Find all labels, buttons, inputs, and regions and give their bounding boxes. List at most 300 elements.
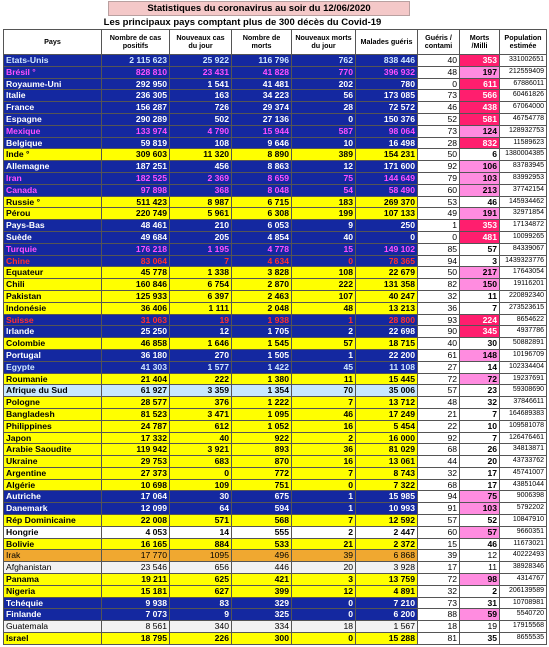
table-row xyxy=(4,385,547,397)
cell-pays: Russie ° xyxy=(4,196,102,208)
table-row xyxy=(4,326,547,338)
cell-gueris: 13 712 xyxy=(356,397,418,409)
cell-cas: 187 251 xyxy=(102,161,170,173)
cell-pct: 68 xyxy=(418,444,460,456)
table-row xyxy=(4,562,547,574)
cell-pop: 109581078 xyxy=(500,420,547,432)
cell-nouv-cas: 226 xyxy=(170,633,232,645)
cell-nouv-morts: 21 xyxy=(292,538,356,550)
table-row xyxy=(4,503,547,515)
cell-nouv-morts: 28 xyxy=(292,102,356,114)
cell-pop: 67064000 xyxy=(500,102,547,114)
cell-pct: 18 xyxy=(418,621,460,633)
cell-pays: Espagne xyxy=(4,113,102,125)
cell-nouv-morts: 57 xyxy=(292,338,356,350)
table-row xyxy=(4,290,547,302)
cell-morts: 3 828 xyxy=(232,267,292,279)
cell-morts: 334 xyxy=(232,621,292,633)
cell-gueris: 6 868 xyxy=(356,550,418,562)
col-header-pop: Population estimée xyxy=(500,30,547,55)
cell-morts: 9 646 xyxy=(232,137,292,149)
cell-morts: 300 xyxy=(232,633,292,645)
cell-pct: 79 xyxy=(418,172,460,184)
cell-mpm: 52 xyxy=(460,515,500,527)
cell-gueris: 2 447 xyxy=(356,526,418,538)
cell-nouv-cas: 11 320 xyxy=(170,149,232,161)
cell-pct: 28 xyxy=(418,137,460,149)
cell-mpm: 213 xyxy=(460,184,500,196)
cell-mpm: 11 xyxy=(460,562,500,574)
cell-gueris: 16 498 xyxy=(356,137,418,149)
cell-nouv-cas: 210 xyxy=(170,220,232,232)
cell-gueris: 149 102 xyxy=(356,243,418,255)
cell-cas: 182 525 xyxy=(102,172,170,184)
cell-nouv-morts: 770 xyxy=(292,66,356,78)
cell-nouv-morts: 45 xyxy=(292,361,356,373)
cell-gueris: 35 006 xyxy=(356,385,418,397)
cell-morts: 421 xyxy=(232,574,292,586)
cell-pop: 83992953 xyxy=(500,172,547,184)
cell-pop: 17643054 xyxy=(500,267,547,279)
cell-pays: Belgique xyxy=(4,137,102,149)
cell-nouv-cas: 8 987 xyxy=(170,196,232,208)
cell-nouv-cas: 571 xyxy=(170,515,232,527)
cell-gueris: 2 372 xyxy=(356,538,418,550)
cell-nouv-morts: 108 xyxy=(292,267,356,279)
cell-nouv-morts: 587 xyxy=(292,125,356,137)
cell-morts: 1 354 xyxy=(232,385,292,397)
cell-cas: 83 064 xyxy=(102,255,170,267)
cell-pct: 92 xyxy=(418,432,460,444)
cell-pays: Pays-Bas xyxy=(4,220,102,232)
cell-nouv-morts: 0 xyxy=(292,255,356,267)
cell-nouv-morts: 48 xyxy=(292,302,356,314)
cell-nouv-morts: 3 xyxy=(292,574,356,586)
cell-pct: 73 xyxy=(418,125,460,137)
cell-pct: 40 xyxy=(418,338,460,350)
cell-pct: 92 xyxy=(418,161,460,173)
cell-cas: 48 461 xyxy=(102,220,170,232)
cell-mpm: 17 xyxy=(460,479,500,491)
cell-gueris: 838 446 xyxy=(356,55,418,67)
cell-nouv-cas: 14 xyxy=(170,526,232,538)
table-header-row xyxy=(4,30,547,55)
cell-pays: Portugal xyxy=(4,349,102,361)
table-row xyxy=(4,102,547,114)
cell-nouv-morts: 56 xyxy=(292,90,356,102)
table-row xyxy=(4,113,547,125)
cell-gueris: 269 370 xyxy=(356,196,418,208)
cell-mpm: 72 xyxy=(460,373,500,385)
cell-nouv-morts: 40 xyxy=(292,231,356,243)
cell-nouv-morts: 202 xyxy=(292,78,356,90)
cell-mpm: 23 xyxy=(460,385,500,397)
table-row xyxy=(4,66,547,78)
cell-morts: 751 xyxy=(232,479,292,491)
cell-cas: 31 063 xyxy=(102,314,170,326)
cell-mpm: 31 xyxy=(460,597,500,609)
cell-nouv-cas: 163 xyxy=(170,90,232,102)
cell-mpm: 46 xyxy=(460,196,500,208)
cell-nouv-morts: 183 xyxy=(292,196,356,208)
cell-pays: Afrique du Sud xyxy=(4,385,102,397)
cell-cas: 7 073 xyxy=(102,609,170,621)
table-row xyxy=(4,55,547,67)
cell-mpm: 103 xyxy=(460,172,500,184)
cell-cas: 27 373 xyxy=(102,467,170,479)
col-header-gueris: Malades guéris xyxy=(356,30,418,55)
cell-pct: 40 xyxy=(418,55,460,67)
cell-nouv-morts: 107 xyxy=(292,290,356,302)
cell-nouv-morts: 1 xyxy=(292,491,356,503)
cell-nouv-cas: 456 xyxy=(170,161,232,173)
cell-nouv-cas: 3 359 xyxy=(170,385,232,397)
cell-pays: Equateur xyxy=(4,267,102,279)
cell-gueris: 173 085 xyxy=(356,90,418,102)
cell-pop: 206139589 xyxy=(500,585,547,597)
cell-cas: 19 211 xyxy=(102,574,170,586)
cell-pct: 15 xyxy=(418,538,460,550)
cell-mpm: 224 xyxy=(460,314,500,326)
cell-morts: 1 938 xyxy=(232,314,292,326)
cell-pop: 5540720 xyxy=(500,609,547,621)
cell-cas: 81 523 xyxy=(102,408,170,420)
cell-pct: 27 xyxy=(418,361,460,373)
cell-cas: 12 099 xyxy=(102,503,170,515)
cell-pays: Turquie xyxy=(4,243,102,255)
cell-cas: 23 546 xyxy=(102,562,170,574)
cell-morts: 27 136 xyxy=(232,113,292,125)
cell-pop: 50882891 xyxy=(500,338,547,350)
cell-nouv-morts: 9 xyxy=(292,220,356,232)
cell-nouv-cas: 1 338 xyxy=(170,267,232,279)
cell-nouv-cas: 376 xyxy=(170,397,232,409)
cell-cas: 21 404 xyxy=(102,373,170,385)
cell-pays: Hongrie xyxy=(4,526,102,538)
cell-pop: 9660351 xyxy=(500,526,547,538)
cell-morts: 8 890 xyxy=(232,149,292,161)
cell-pct: 60 xyxy=(418,184,460,196)
table-row xyxy=(4,444,547,456)
table-row xyxy=(4,220,547,232)
cell-gueris: 396 932 xyxy=(356,66,418,78)
table-row xyxy=(4,90,547,102)
cell-cas: 49 684 xyxy=(102,231,170,243)
cell-pop: 5792202 xyxy=(500,503,547,515)
cell-gueris: 40 247 xyxy=(356,290,418,302)
cell-gueris: 250 xyxy=(356,220,418,232)
cell-nouv-cas: 1 646 xyxy=(170,338,232,350)
cell-pays: Canada xyxy=(4,184,102,196)
cell-morts: 41 481 xyxy=(232,78,292,90)
cell-pop: 37846611 xyxy=(500,397,547,409)
cell-pct: 57 xyxy=(418,515,460,527)
cell-pop: 102334404 xyxy=(500,361,547,373)
cell-cas: 36 180 xyxy=(102,349,170,361)
table-row xyxy=(4,526,547,538)
cell-pop: 83783945 xyxy=(500,161,547,173)
cell-gueris: 4 891 xyxy=(356,585,418,597)
cell-morts: 675 xyxy=(232,491,292,503)
cell-pop: 10196709 xyxy=(500,349,547,361)
cell-pays: Suisse xyxy=(4,314,102,326)
cell-pop: 19237691 xyxy=(500,373,547,385)
cell-nouv-cas: 205 xyxy=(170,231,232,243)
cell-nouv-cas: 340 xyxy=(170,621,232,633)
cell-gueris: 131 358 xyxy=(356,279,418,291)
cell-nouv-morts: 1 xyxy=(292,349,356,361)
table-row xyxy=(4,491,547,503)
cell-nouv-cas: 25 922 xyxy=(170,55,232,67)
cell-pop: 10847910 xyxy=(500,515,547,527)
table-row xyxy=(4,314,547,326)
cell-morts: 870 xyxy=(232,456,292,468)
col-header-mpm: Morts /Milli xyxy=(460,30,500,55)
cell-mpm: 106 xyxy=(460,161,500,173)
cell-nouv-cas: 1095 xyxy=(170,550,232,562)
table-row xyxy=(4,574,547,586)
cell-nouv-cas: 3 921 xyxy=(170,444,232,456)
cell-morts: 34 223 xyxy=(232,90,292,102)
cell-nouv-cas: 9 xyxy=(170,609,232,621)
cell-mpm: 345 xyxy=(460,326,500,338)
cell-nouv-cas: 1 577 xyxy=(170,361,232,373)
cell-gueris: 107 133 xyxy=(356,208,418,220)
cell-nouv-morts: 18 xyxy=(292,621,356,633)
cell-cas: 290 289 xyxy=(102,113,170,125)
cell-mpm: 197 xyxy=(460,66,500,78)
cell-nouv-cas: 64 xyxy=(170,503,232,515)
cell-gueris: 28 800 xyxy=(356,314,418,326)
cell-gueris: 150 376 xyxy=(356,113,418,125)
table-row xyxy=(4,302,547,314)
cell-gueris: 13 061 xyxy=(356,456,418,468)
cell-morts: 1 505 xyxy=(232,349,292,361)
cell-nouv-morts: 0 xyxy=(292,633,356,645)
cell-cas: 22 008 xyxy=(102,515,170,527)
cell-mpm: 481 xyxy=(460,231,500,243)
cell-nouv-morts: 1 xyxy=(292,314,356,326)
cell-pays: Etats-Unis xyxy=(4,55,102,67)
cell-mpm: 191 xyxy=(460,208,500,220)
cell-morts: 329 xyxy=(232,597,292,609)
cell-gueris: 171 600 xyxy=(356,161,418,173)
cell-cas: 2 115 623 xyxy=(102,55,170,67)
cell-cas: 160 846 xyxy=(102,279,170,291)
cell-pop: 37742154 xyxy=(500,184,547,196)
cell-pop: 8655535 xyxy=(500,633,547,645)
cell-cas: 28 577 xyxy=(102,397,170,409)
cell-nouv-morts: 0 xyxy=(292,597,356,609)
cell-mpm: 20 xyxy=(460,456,500,468)
cell-mpm: 103 xyxy=(460,503,500,515)
cell-morts: 325 xyxy=(232,609,292,621)
cell-nouv-morts: 2 xyxy=(292,526,356,538)
cell-pct: 52 xyxy=(418,113,460,125)
cell-morts: 8 048 xyxy=(232,184,292,196)
cell-nouv-cas: 683 xyxy=(170,456,232,468)
cell-nouv-cas: 612 xyxy=(170,420,232,432)
cell-pop: 8654622 xyxy=(500,314,547,326)
cell-pays: Panama xyxy=(4,574,102,586)
cell-nouv-cas: 656 xyxy=(170,562,232,574)
cell-pop: 4937786 xyxy=(500,326,547,338)
cell-morts: 555 xyxy=(232,526,292,538)
cell-morts: 399 xyxy=(232,585,292,597)
cell-gueris: 7 322 xyxy=(356,479,418,491)
cell-morts: 496 xyxy=(232,550,292,562)
cell-nouv-cas: 5 961 xyxy=(170,208,232,220)
cell-pct: 46 xyxy=(418,102,460,114)
cell-pct: 88 xyxy=(418,609,460,621)
cell-nouv-morts: 36 xyxy=(292,444,356,456)
cell-pays: Irak xyxy=(4,550,102,562)
cell-pays: Argentine xyxy=(4,467,102,479)
cell-nouv-cas: 6 397 xyxy=(170,290,232,302)
table-row xyxy=(4,125,547,137)
cell-morts: 2 463 xyxy=(232,290,292,302)
cell-cas: 97 898 xyxy=(102,184,170,196)
cell-cas: 8 561 xyxy=(102,621,170,633)
cell-gueris: 58 490 xyxy=(356,184,418,196)
cell-pays: Irlande xyxy=(4,326,102,338)
cell-cas: 61 927 xyxy=(102,385,170,397)
cell-mpm: 30 xyxy=(460,338,500,350)
cell-nouv-morts: 39 xyxy=(292,550,356,562)
cell-pct: 91 xyxy=(418,503,460,515)
cell-pop: 145934462 xyxy=(500,196,547,208)
cell-pays: Bangladesh xyxy=(4,408,102,420)
cell-nouv-cas: 625 xyxy=(170,574,232,586)
cell-pct: 53 xyxy=(418,196,460,208)
cell-mpm: 150 xyxy=(460,279,500,291)
cell-pays: Bolivie xyxy=(4,538,102,550)
cell-mpm: 57 xyxy=(460,243,500,255)
cell-morts: 1 705 xyxy=(232,326,292,338)
cell-nouv-morts: 46 xyxy=(292,408,356,420)
cell-pct: 85 xyxy=(418,243,460,255)
cell-nouv-cas: 6 754 xyxy=(170,279,232,291)
cell-pop: 1439323776 xyxy=(500,255,547,267)
cell-pays: Chili xyxy=(4,279,102,291)
cell-morts: 1 545 xyxy=(232,338,292,350)
cell-mpm: 832 xyxy=(460,137,500,149)
cell-pays: Israel xyxy=(4,633,102,645)
cell-pays: Suède xyxy=(4,231,102,243)
cell-pop: 84339067 xyxy=(500,243,547,255)
cell-pct: 61 xyxy=(418,349,460,361)
cell-pct: 50 xyxy=(418,149,460,161)
table-row xyxy=(4,149,547,161)
cell-mpm: 353 xyxy=(460,55,500,67)
cell-mpm: 7 xyxy=(460,432,500,444)
cell-morts: 1 222 xyxy=(232,397,292,409)
cell-nouv-cas: 627 xyxy=(170,585,232,597)
cell-nouv-morts: 70 xyxy=(292,385,356,397)
cell-nouv-morts: 11 xyxy=(292,373,356,385)
cell-pop: 60461826 xyxy=(500,90,547,102)
cell-pop: 128932753 xyxy=(500,125,547,137)
cell-gueris: 6 200 xyxy=(356,609,418,621)
cell-nouv-cas: 368 xyxy=(170,184,232,196)
cell-pct: 90 xyxy=(418,326,460,338)
cell-nouv-cas: 1 541 xyxy=(170,78,232,90)
table-row xyxy=(4,456,547,468)
cell-pop: 59308690 xyxy=(500,385,547,397)
cell-gueris: 98 064 xyxy=(356,125,418,137)
cell-morts: 1 380 xyxy=(232,373,292,385)
cell-cas: 10 698 xyxy=(102,479,170,491)
cell-pays: Colombie xyxy=(4,338,102,350)
cell-pop: 10099265 xyxy=(500,231,547,243)
cell-nouv-morts: 10 xyxy=(292,137,356,149)
cell-gueris: 15 445 xyxy=(356,373,418,385)
table-row xyxy=(4,621,547,633)
cell-pays: Chine xyxy=(4,255,102,267)
cell-pays: Nigeria xyxy=(4,585,102,597)
cell-pays: Rép Dominicaine xyxy=(4,515,102,527)
cell-cas: 119 942 xyxy=(102,444,170,456)
cell-gueris: 12 592 xyxy=(356,515,418,527)
cell-pct: 0 xyxy=(418,231,460,243)
cell-pop: 220892340 xyxy=(500,290,547,302)
cell-morts: 41 828 xyxy=(232,66,292,78)
cell-mpm: 3 xyxy=(460,255,500,267)
cell-gueris: 7 210 xyxy=(356,597,418,609)
cell-pop: 17915568 xyxy=(500,621,547,633)
cell-pct: 39 xyxy=(418,550,460,562)
table-row xyxy=(4,172,547,184)
cell-cas: 24 787 xyxy=(102,420,170,432)
cell-pays: Finlande xyxy=(4,609,102,621)
cell-cas: 59 819 xyxy=(102,137,170,149)
cell-mpm: 32 xyxy=(460,397,500,409)
cell-morts: 8 659 xyxy=(232,172,292,184)
col-header-cas: Nombre de cas positifs xyxy=(102,30,170,55)
cell-mpm: 35 xyxy=(460,633,500,645)
cell-nouv-morts: 0 xyxy=(292,479,356,491)
table-row xyxy=(4,196,547,208)
table-row xyxy=(4,515,547,527)
cell-morts: 4 854 xyxy=(232,231,292,243)
cell-pop: 11589623 xyxy=(500,137,547,149)
cell-pays: Arabie Saoudite xyxy=(4,444,102,456)
cell-nouv-morts: 0 xyxy=(292,113,356,125)
cell-pop: 40222493 xyxy=(500,550,547,562)
cell-morts: 6 715 xyxy=(232,196,292,208)
cell-cas: 828 810 xyxy=(102,66,170,78)
cell-pop: 9006398 xyxy=(500,491,547,503)
cell-pays: Guatemala xyxy=(4,621,102,633)
cell-pays: Mexique xyxy=(4,125,102,137)
cell-nouv-morts: 16 xyxy=(292,420,356,432)
cell-cas: 156 287 xyxy=(102,102,170,114)
cell-cas: 9 938 xyxy=(102,597,170,609)
cell-pct: 0 xyxy=(418,78,460,90)
cell-nouv-morts: 54 xyxy=(292,184,356,196)
cell-nouv-morts: 15 xyxy=(292,243,356,255)
cell-mpm: 148 xyxy=(460,349,500,361)
page-subtitle: Les principaux pays comptant plus de 300 décès du Covid-19 xyxy=(103,17,382,28)
cell-nouv-morts: 199 xyxy=(292,208,356,220)
cell-pays: France xyxy=(4,102,102,114)
table-row xyxy=(4,184,547,196)
cell-cas: 46 858 xyxy=(102,338,170,350)
cell-cas: 236 305 xyxy=(102,90,170,102)
cell-pays: Ukraine xyxy=(4,456,102,468)
table-row xyxy=(4,479,547,491)
cell-gueris: 144 649 xyxy=(356,172,418,184)
